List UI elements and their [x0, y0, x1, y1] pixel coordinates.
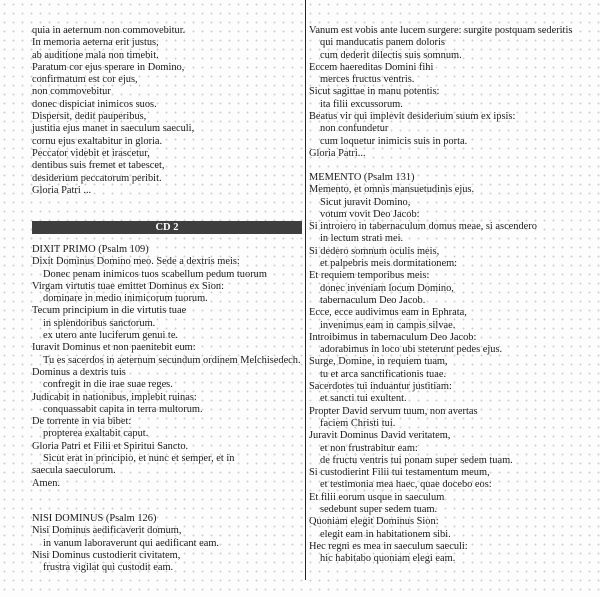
- verse-line: Hec regni es mea in saeculum saeculi:: [309, 540, 468, 552]
- verse-line: tu et arca sanctificationis tuae.: [320, 368, 447, 380]
- verse-line: Dominus a dextris tuis: [32, 366, 126, 378]
- verse-line: non commovebitur: [32, 86, 111, 98]
- verse-line: Gloria Patri ...: [32, 184, 92, 196]
- verse-line: invenimus eam in campis silvae.: [320, 319, 456, 331]
- verse-line: Surge, Domine, in requiem tuam,: [309, 356, 448, 368]
- verse-line: Peccator videbit et irascetur,: [32, 147, 150, 159]
- verse-line: Judicabit in nationibus, implebit ruinas:: [32, 391, 197, 403]
- verse-line: Ecce, ecce audivimus eam in Ephrata,: [309, 307, 467, 319]
- verse-line: ab auditione mala non timebit.: [32, 49, 159, 61]
- verse-line: adorabimus in loco ubi steterunt pedes ejus.: [320, 344, 503, 356]
- verse-line: Quoniam elegit Dominus Sion:: [309, 516, 439, 528]
- right-top-stanza: [309, 25, 572, 160]
- verse-line: quia in aeternum non commovebitur.: [32, 25, 186, 36]
- verse-line: tabernaculum Deo Jacob.: [320, 294, 426, 306]
- verse-line: Sacerdotes tui induantur justitiam:: [309, 381, 452, 393]
- verse-line: faciem Christi tui.: [320, 417, 396, 429]
- verse-line: Eccem haereditas Domini fihi: [309, 61, 434, 73]
- verse-line: sedebunt super sedem tuam.: [320, 504, 438, 516]
- verse-line: Juravit Dominus David veritatem,: [309, 430, 451, 442]
- verse-line: desiderium peccatorum peribit.: [32, 172, 162, 184]
- verse-line: et testimonia mea haec, quae docebo eos:: [320, 479, 492, 491]
- verse-line: ex utero ante luciferum genui te.: [43, 330, 179, 342]
- verse-line: Dispersit, dedit pauperibus,: [32, 111, 147, 123]
- nisi-dominus-section: [32, 513, 219, 574]
- verse-line: cum loquetur inimicis suis in porta.: [320, 135, 468, 147]
- verse-line: cornu ejus exaltabitur in gloria.: [32, 135, 163, 147]
- verse-line: Iuravit Dominus et non paenitebit eum:: [32, 342, 196, 354]
- verse-line: Beatus vir qui implevit desiderium suum ex ipsis:: [309, 111, 516, 123]
- verse-line: Propter David servum tuum, non avertas: [309, 405, 478, 417]
- verse-line: Si introiero in tabernaculum domus meae, si ascendero: [309, 221, 537, 233]
- verse-line: Amen.: [32, 477, 60, 489]
- nisi-stanza: [32, 513, 219, 574]
- verse-line: merces fructus ventris.: [320, 74, 415, 86]
- verse-line: confirmatum est cor ejus,: [32, 74, 138, 86]
- verse-line: cum dederit dilectis suis somnum.: [320, 49, 462, 61]
- verse-line: In memoria aeterna erit justus,: [32, 37, 159, 49]
- column-divider: [305, 0, 306, 580]
- verse-line: et sancti tui exultent.: [320, 393, 407, 405]
- verse-line: non confundetur: [320, 123, 389, 135]
- verse-line: justitia ejus manet in saeculum saeculi,: [32, 123, 195, 135]
- verse-line: propterea exaltabit caput.: [43, 428, 149, 440]
- verse-line: Introibimus in tabernaculum Deo Jacob:: [309, 331, 477, 343]
- verse-line: frustra vigilat qui custodit eam.: [43, 562, 174, 574]
- verse-line: Et filii eorum usque in saeculum: [309, 491, 445, 503]
- verse-line: votum vovit Deo Jacob:: [320, 208, 420, 220]
- verse-line: NISI DOMINUS (Psalm 126): [32, 513, 157, 524]
- dixit-primo-section: [32, 244, 301, 490]
- verse-line: Nisi Dominus custodierit civitatem,: [32, 549, 181, 561]
- verse-line: dominare in medio inimicorum tuorum.: [43, 293, 208, 305]
- verse-line: Si custodierint Filii tui testamentum meum,: [309, 467, 490, 479]
- psalm-126-continuation: [309, 25, 572, 160]
- psalm-continuation: [32, 25, 194, 197]
- verse-line: Sicut juravit Domino,: [320, 196, 411, 208]
- dixit-stanza: [32, 244, 301, 490]
- verse-line: Tecum principium in die virtutis tuae: [32, 305, 187, 317]
- verse-line: qui manducatis panem doloris: [320, 37, 445, 49]
- verse-line: Paratum cor ejus sperare in Domino,: [32, 61, 185, 73]
- verse-line: Sicut erat in principio, et nunc et semper, et in: [43, 453, 235, 465]
- verse-line: et palpebris meis dormitationem:: [320, 258, 458, 270]
- verse-line: Si dedero somnum oculis meis,: [309, 245, 440, 257]
- verse-line: Et requiem temporibus meis:: [309, 270, 430, 282]
- memento-stanza: [309, 172, 537, 566]
- verse-line: Donec penam inimicos tuos scabellum pedum tuorum: [43, 268, 267, 280]
- verse-line: de fructu ventris tui ponam super sedem tuam.: [320, 454, 513, 466]
- verse-line: DIXIT PRIMO (Psalm 109): [32, 244, 149, 255]
- verse-line: dentibus suis fremet et tabescet,: [32, 160, 165, 172]
- cd-label: CD 2: [32, 221, 302, 234]
- verse-line: donec inveniam locum Domino,: [320, 282, 454, 294]
- verse-line: Sicut sagittae in manu potentis:: [309, 86, 440, 98]
- verse-line: in vanum laboraverunt qui aedificant eam.: [43, 537, 219, 549]
- verse-line: Gloria Patri et Filii et Spiritui Sancto.: [32, 440, 189, 452]
- verse-line: MEMENTO (Psalm 131): [309, 172, 415, 183]
- verse-line: Memento, et omnis mansuetudinis ejus.: [309, 184, 475, 196]
- verse-line: confregit in die irae suae reges.: [43, 379, 173, 391]
- verse-line: donec dispiciat inimicos suos.: [32, 98, 157, 110]
- verse-line: ita filii excussorum.: [320, 98, 403, 110]
- verse-line: in lectum strati mei.: [320, 233, 404, 245]
- verse-line: conquassabit capita in terra multorum.: [43, 403, 203, 415]
- verse-line: in splendoribus sanctorum.: [43, 317, 156, 329]
- verse-line: Dixit Dominus Domino meo. Sede a dextris meis:: [32, 256, 240, 268]
- verse-line: Virgam virtutis tuae emittet Dominus ex Sion:: [32, 280, 224, 292]
- verse-line: et non frustrabitur eam:: [320, 442, 418, 454]
- verse-line: Tu es sacerdos in aeternum secundum ordinem Melchisedech.: [43, 354, 301, 366]
- verse-line: elegit eam in habitationem sibi.: [320, 528, 451, 540]
- verse-line: Vanum est vobis ante lucem surgere: surgite postquam sederitis: [309, 25, 573, 36]
- verse-line: hic habitabo quoniam elegi eam.: [320, 553, 456, 565]
- verse-line: De torrente in via bibet:: [32, 416, 132, 428]
- verse-line: saecula saeculorum.: [32, 465, 116, 477]
- cd-heading-bar: [32, 221, 302, 234]
- left-top-stanza: [32, 25, 194, 197]
- verse-line: Gloria Patri...: [309, 147, 366, 159]
- memento-section: [309, 172, 537, 566]
- verse-line: Nisi Dominus aedificaverit domum,: [32, 525, 182, 537]
